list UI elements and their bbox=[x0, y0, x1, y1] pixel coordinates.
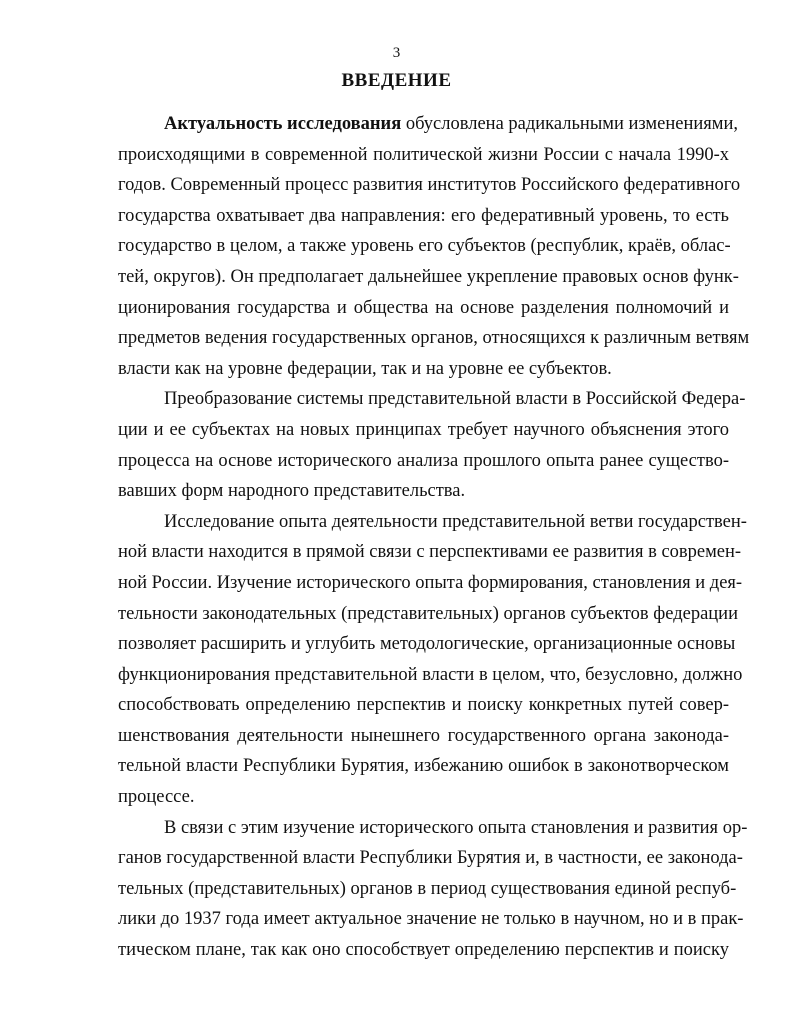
paragraph-research bbox=[118, 507, 747, 813]
paragraph-line: государство в целом, а также уровень его субъектов (республик, краёв, облас- bbox=[118, 236, 731, 257]
line-text: обусловлена радикальными изменениями, bbox=[401, 114, 739, 134]
paragraph-line: функционирования представительной власти в целом, что, безусловно, должно bbox=[118, 664, 743, 685]
page-number: 3 bbox=[392, 45, 401, 61]
paragraph-line: В связи с этим изучение исторического опыта становления и развития ор- bbox=[164, 817, 748, 838]
paragraph-line: ционирования государства и общества на основе разделения полномочий и bbox=[118, 297, 729, 318]
paragraph-line: тическом плане, так как оно способствует определению перспектив и поиску bbox=[118, 940, 729, 961]
paragraph-line: процесса на основе исторического анализа прошлого опыта ранее существо- bbox=[118, 450, 729, 471]
paragraph-line: тельной власти Республики Бурятия, избежанию ошибок в законотворческом bbox=[118, 756, 729, 777]
paragraph-line: государства охватывает два направления: его федеративный уровень, то есть bbox=[118, 205, 729, 226]
paragraph-line: позволяет расширить и углубить методологические, организационные основы bbox=[118, 634, 736, 655]
paragraph-line: ной власти находится в прямой связи с перспективами ее развития в современ- bbox=[118, 542, 742, 563]
paragraph-line: Исследование опыта деятельности представительной ветви государствен- bbox=[164, 511, 747, 532]
paragraph-actuality bbox=[118, 109, 750, 384]
document-body bbox=[118, 109, 750, 966]
lead-phrase: Актуальность исследования bbox=[164, 114, 402, 134]
paragraph-line: процессе. bbox=[118, 787, 195, 808]
paragraph-line: тей, округов). Он предполагает дальнейшее укрепление правовых основ функ- bbox=[118, 266, 739, 287]
paragraph-line: тельности законодательных (представительных) органов субъектов федерации bbox=[118, 603, 738, 624]
paragraph-line: лики до 1937 года имеет актуальное значение не только в научном, но и в прак- bbox=[118, 909, 744, 930]
paragraph-line: предметов ведения государственных органов, относящихся к различным ветвям bbox=[118, 328, 750, 349]
paragraph-line: ганов государственной власти Республики Бурятия и, в частности, ее законода- bbox=[118, 848, 743, 869]
paragraph-line: власти как на уровне федерации, так и на уровне ее субъектов. bbox=[118, 358, 612, 379]
paragraph-line: способствовать определению перспектив и поиску конкретных путей совер- bbox=[118, 695, 729, 716]
paragraph-line: вавших форм народного представительства. bbox=[118, 481, 466, 502]
page-title: ВВЕДЕНИЕ bbox=[341, 70, 452, 91]
paragraph-line: Преобразование системы представительной власти в Российской Федера- bbox=[164, 389, 746, 410]
paragraph-relevance bbox=[118, 813, 748, 966]
paragraph-line: шенствования деятельности нынешнего государственного органа законода- bbox=[118, 725, 729, 746]
paragraph-line: тельных (представительных) органов в период существования единой респуб- bbox=[118, 878, 737, 899]
paragraph-line: ции и ее субъектах на новых принципах требует научного объяснения этого bbox=[118, 419, 729, 440]
paragraph-transformation bbox=[118, 384, 746, 506]
paragraph-line bbox=[118, 109, 739, 140]
paragraph-line: происходящими в современной политической жизни России с начала 1990-х bbox=[118, 144, 729, 165]
paragraph-line: ной России. Изучение исторического опыта формирования, становления и дея- bbox=[118, 572, 743, 593]
paragraph-line: годов. Современный процесс развития институтов Российского федеративного bbox=[118, 175, 741, 196]
